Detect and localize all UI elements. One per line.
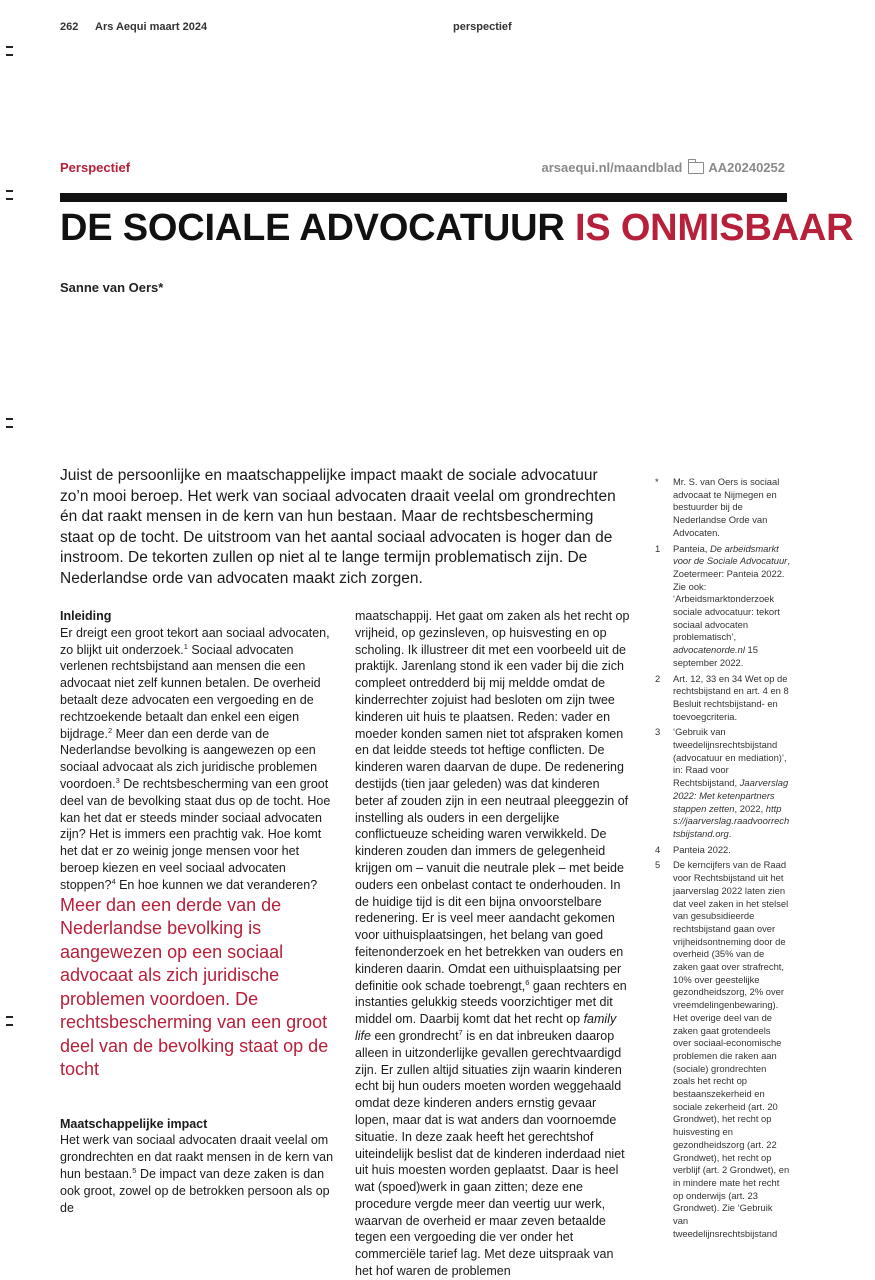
text-run: .	[728, 827, 732, 839]
footnote-marker: 5	[655, 859, 661, 871]
text-run: Het werk van sociaal advocaten draait veelal om grondrechten en dat raakt mensen in de kern van hun bestaan.	[60, 1133, 334, 1181]
text-run: een grondrecht	[370, 1028, 459, 1043]
body-paragraph	[60, 1132, 335, 1216]
text-run: Meer dan een derde van de Nederlandse bevolking is aangewezen op een sociaal advocaat als zich juridische problemen voordoen.	[60, 726, 318, 791]
pull-quote: Meer dan een derde van de Nederlandse bevolking is aangewezen op een sociaal advocaat als zich juridische problemen voordoen. De rechtsbescherming van een groot deel van de bevolking staat op de tocht	[60, 894, 329, 1080]
running-header	[60, 21, 815, 37]
footnote	[655, 673, 790, 724]
section-heading-inleiding: Inleiding	[60, 609, 112, 623]
binding-mark	[6, 418, 13, 428]
title-part-2: IS ONMISBAAR	[574, 207, 854, 249]
text-run-italic: family life	[355, 1012, 617, 1043]
intro-lead: Juist de persoonlijke en maatschappelijke impact maakt de sociale advocatuur zo’n mooi beroep. Het werk van sociaal advocaten draait veelal om grondrechten én dat raakt mensen in de kern van hun bestaan. Maar de rechtsbescherming staat op de tocht. De uitstroom van het aantal sociaal advocaten is hoger dan de instroom. De tekorten zullen op niet al te lange termijn problematisch zijn. De Nederlandse orde van advocaten maakt zich zorgen.	[60, 467, 616, 587]
page-number: 262	[60, 21, 79, 33]
text-run: Er dreigt een groot tekort aan sociaal advocaten, zo blijkt uit onderzoek.	[60, 625, 330, 657]
text-run: Panteia,	[673, 542, 711, 554]
folder-icon	[688, 162, 704, 174]
footnote-ref: 3	[115, 775, 120, 785]
footnote-marker: 4	[655, 843, 661, 855]
text-run: En hoe kunnen we dat veranderen?	[115, 877, 318, 892]
article-code: AA20240252	[708, 160, 785, 175]
footnote-ref: 4	[111, 876, 116, 886]
footnote-ref: 6	[525, 977, 530, 987]
text-run: De impact van deze zaken is dan ook groot, zowel op de betrokken persoon als op de	[60, 1166, 330, 1215]
text-run: Sociaal advocaten verlenen rechtsbijstand aan mensen die een advocaat niet zelf kunnen betalen. De overheid betaalt deze advocaten een vergoeding en de rechtzoekende betaalt dan enkel een eigen bijdrage.	[60, 642, 321, 741]
binding-mark	[6, 46, 13, 56]
footnote-marker: 2	[655, 672, 661, 684]
text-run: is en dat inbreuken daarop alleen in uitzonderlijke gevallen gerechtvaardigd zijn. Er zullen altijd situaties zijn waarin kinderen echt bij hun ouders moeten worden weggehaald omdat deze kinderen anders ernstig gevaar lopen, maar dat is wat anders dan voornoemde situatie. In deze zaak heeft het gerechtshof uiteindelijk beslist dat de kinderen inderdaad niet uit huis moesten worden geplaatst. Daar is heel wat (spoed)werk in gaan zitten; deze ene procedure vergde meer dan veertig uur werk, waarvan de overheid er maar zeven betaalde tegen een vergoeding die ver onder het commerciële tarief lag. Met deze uitspraak van het hof waren de problemen	[355, 1028, 625, 1279]
body-column-2	[355, 608, 630, 1280]
footnote	[655, 726, 790, 840]
footnote-text: Panteia 2022.	[673, 843, 731, 855]
footnote-marker: 3	[655, 726, 661, 738]
text-run: De rechtsbescherming van een groot deel van de bevolking staat dus op de tocht. Hoe kan het dat er steeds minder sociaal advocaten zijn? Het is immers een prachtig vak. Hoe komt het dat er zo weinig jonge mensen voor het beroep kiezen en veel sociaal advocaten stoppen?	[60, 776, 331, 892]
footnote-link[interactable]: advocatenorde.nl	[673, 644, 745, 656]
footnote	[655, 859, 790, 1240]
footnote	[655, 476, 790, 540]
binding-mark	[6, 1016, 13, 1026]
footnote-text: Art. 12, 33 en 34 Wet op de rechtsbijstand en art. 4 en 8 Besluit rechtsbijstand- en toevoegcriteria.	[673, 672, 789, 722]
footnote	[655, 543, 790, 670]
section-heading-maatschappelijke-impact: Maatschappelijke impact	[60, 1116, 208, 1131]
article-title	[60, 205, 853, 251]
footnote-link[interactable]: https://jaarverslag.raadvoorrechtsbijstand.org	[673, 802, 790, 839]
binding-mark	[6, 190, 13, 200]
text-run: , 2022,	[734, 802, 766, 814]
title-part-1: DE SOCIALE ADVOCATUUR	[60, 207, 565, 249]
footnote-ref: 5	[132, 1165, 137, 1175]
footnote	[655, 844, 790, 857]
footnote-ref: 2	[107, 725, 113, 735]
text-run: , Zoetermeer: Panteia 2022. Zie ook: ‘Arbeidsmarktonderzoek sociale advocatuur: tekort sociaal advocaten problematisch’,	[673, 555, 790, 643]
title-rule	[60, 193, 787, 202]
footnote-ref: 7	[458, 1027, 463, 1037]
text-run-italic: De arbeidsmarkt voor de Sociale Advocatuur	[673, 542, 788, 567]
footnote-ref: 1	[183, 641, 188, 651]
body-column-1	[60, 608, 335, 1216]
footnote-text	[673, 543, 790, 670]
text-run-italic: Jaarverslag 2022: Met ketenpartners stappen zetten	[673, 777, 789, 814]
text-run: gaan rechters en instanties gelukkig steeds voorzichtiger met dit middel om. Daarbij komt dat het recht op	[355, 978, 627, 1027]
footnotes-column	[655, 476, 790, 1243]
text-run: 15 september 2022.	[673, 644, 758, 668]
body-paragraph	[60, 625, 335, 894]
text-run: ‘Gebruik van tweedelijnsrechtsbijstand (advocatuur en mediation)’, in: Raad voor Rechtsbijstand,	[673, 726, 787, 789]
footnote-text: De kerncijfers van de Raad voor Rechtsbijstand uit het jaarverslag 2022 laten zien dat veel zaken in het stelsel van gesubsidieerde rechtsbijstand gaan over vrijheidsontneming door de overheid (35% van de zaken gaat over strafrecht, 10% over geestelijke gezondheidszorg, 2% over vreemdelingenbewaring). Het overige deel van de zaken gaat grotendeels over sociaal-economische problemen die raken aan (sociale) grondrechten zoals het recht op bestaanszekerheid en sociale zekerheid (art. 20 Grondwet), het recht op huisvesting en gezondheidszorg (art. 22 Grondwet), het recht op verblijf (art. 2 Grondwet), en in mindere mate het recht op onderwijs (art. 23 Grondwet). Zie ‘Gebruik van tweedelijnsrechtsbijstand	[673, 859, 790, 1239]
magazine-issue: Ars Aequi maart 2024	[95, 21, 208, 33]
footnote-marker: 1	[655, 542, 661, 554]
author-byline: Sanne van Oers*	[60, 280, 164, 295]
article-reference	[542, 160, 786, 175]
footnote-text: Mr. S. van Oers is sociaal advocaat te Nijmegen en bestuurder bij de Nederlandse Orde van Advocaten.	[673, 476, 780, 538]
footnote-marker: *	[655, 476, 659, 487]
footnote-text	[673, 726, 790, 840]
article-url[interactable]: arsaequi.nl/maandblad	[541, 160, 683, 175]
article-kicker: Perspectief	[60, 160, 131, 175]
body-paragraph	[355, 608, 630, 1280]
section-label: perspectief	[453, 21, 512, 33]
text-run: maatschappij. Het gaat om zaken als het recht op vrijheid, op gezinsleven, op huisvesting en op scholing. Ik illustreer dit met een voorbeeld uit de praktijk. Jarenlang stond ik een vader bij die zich compleet ontredderd bij mij meldde omdat de kinderrechter zojuist had besloten om zijn twee kinderen uit huis te plaatsen. Reden: vader en moeder konden samen niet tot afspraken komen en dat leidde steeds tot heftige conflicten. De kinderen waren daarvan de dupe. De redenering destijds (tien jaar geleden) was dat kinderen beter af zouden zijn in een neutraal pleeggezin of instelling als ouders in een dergelijke conflictueuze scheiding waren verwikkeld. De kinderen zouden dan immers de gelegenheid krijgen om – vanuit die neutrale plek – met beide ouders een onbelast contact te onderhouden. In de huidige tijd is dit een bijna onvoorstelbare redenering. Er is veel meer aandacht gekomen voor uithuisplaatsingen, het belang van goed feitenonderzoek en het betrekken van ouders en kinderen daarin. Omdat een uithuisplaatsing per definitie ook schade toebrengt,	[355, 609, 630, 993]
